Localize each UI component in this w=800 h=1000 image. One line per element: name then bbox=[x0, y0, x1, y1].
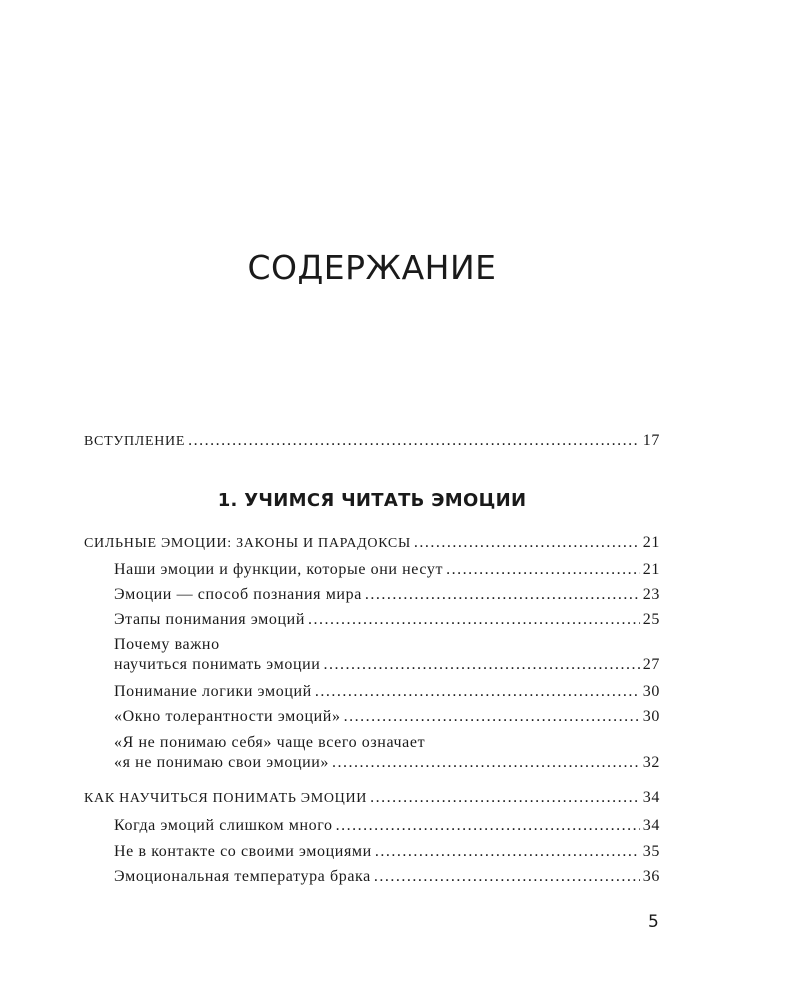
toc-section-heading bbox=[84, 533, 660, 554]
toc-entry bbox=[114, 682, 660, 702]
page-number-folio: 5 bbox=[648, 912, 659, 932]
toc-entry-title: Эмоциональная температура брака bbox=[114, 868, 371, 885]
toc-entry bbox=[114, 842, 660, 862]
toc-entry-title-line1: «Я не понимаю себя» чаще всего означает bbox=[114, 734, 426, 751]
toc-entry bbox=[114, 867, 660, 887]
toc-page-number: 30 bbox=[642, 708, 660, 725]
toc-entry-title: Понимание логики эмоций bbox=[114, 683, 312, 700]
toc-entry-title: Этапы понимания эмоций bbox=[114, 611, 305, 628]
dot-leader bbox=[188, 431, 640, 451]
toc-entry-title: «Окно толерантности эмоций» bbox=[114, 708, 341, 725]
page-title: СОДЕРЖАНИЕ bbox=[247, 248, 497, 287]
dot-leader bbox=[344, 707, 640, 727]
dot-leader bbox=[446, 560, 640, 580]
toc-page-number: 17 bbox=[642, 432, 660, 449]
chapter-title: УЧИМСЯ ЧИТАТЬ ЭМОЦИИ bbox=[244, 490, 527, 511]
dot-leader bbox=[323, 655, 639, 675]
dot-leader bbox=[374, 867, 640, 887]
toc-entry-title: Эмоции — способ познания мира bbox=[114, 586, 362, 603]
toc-entry-title: ВСТУПЛЕНИЕ bbox=[84, 434, 186, 449]
toc-entry-title: научиться понимать эмоции bbox=[114, 656, 321, 673]
dot-leader bbox=[414, 533, 640, 553]
chapter-number: 1. bbox=[217, 490, 238, 511]
toc-entry-title: СИЛЬНЫЕ ЭМОЦИИ: ЗАКОНЫ И ПАРАДОКСЫ bbox=[84, 536, 411, 551]
toc-entry bbox=[114, 816, 660, 836]
toc-page-number: 34 bbox=[642, 789, 660, 806]
toc-entry bbox=[114, 733, 660, 773]
toc-entry-title: Не в контакте со своими эмоциями bbox=[114, 843, 372, 860]
dot-leader bbox=[365, 585, 640, 605]
toc-section-heading bbox=[84, 788, 660, 809]
dot-leader bbox=[375, 842, 640, 862]
toc-page-number: 32 bbox=[642, 754, 660, 771]
toc-page-number: 36 bbox=[642, 868, 660, 885]
dot-leader bbox=[336, 816, 640, 836]
toc-entry bbox=[114, 560, 660, 580]
dot-leader bbox=[370, 788, 640, 808]
toc-page-number: 21 bbox=[642, 534, 660, 551]
toc-entry-title: «я не понимаю свои эмоции» bbox=[114, 754, 330, 771]
toc-page-number: 23 bbox=[642, 586, 660, 603]
toc-entry-title-line1: Почему важно bbox=[114, 636, 220, 653]
toc-page-number: 35 bbox=[642, 843, 660, 860]
toc-entry bbox=[114, 610, 660, 630]
toc-entry-intro bbox=[84, 431, 660, 452]
dot-leader bbox=[308, 610, 640, 630]
dot-leader bbox=[332, 753, 640, 773]
dot-leader bbox=[315, 682, 640, 702]
toc-entry bbox=[114, 585, 660, 605]
toc-entry-title: КАК НАУЧИТЬСЯ ПОНИМАТЬ ЭМОЦИИ bbox=[84, 791, 368, 806]
toc-entry-title: Когда эмоций слишком много bbox=[114, 817, 333, 834]
chapter-heading bbox=[84, 490, 660, 511]
toc-page-number: 25 bbox=[642, 611, 660, 628]
toc-page-number: 21 bbox=[642, 561, 660, 578]
toc-page-number: 27 bbox=[642, 656, 660, 673]
toc-entry bbox=[114, 635, 660, 675]
toc-page-number: 34 bbox=[642, 817, 660, 834]
toc-entry-title: Наши эмоции и функции, которые они несут bbox=[114, 561, 444, 578]
toc-entry bbox=[114, 707, 660, 727]
toc-page-number: 30 bbox=[642, 683, 660, 700]
